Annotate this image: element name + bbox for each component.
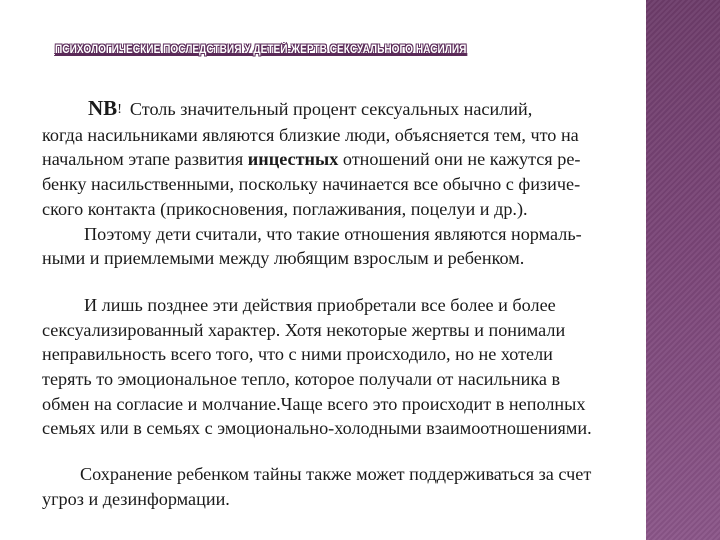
paragraph-2-line-5: обмен на согласие и молчание.Чаще всего это происходит в неполных [42, 393, 586, 414]
paragraph-1-line-3 [42, 147, 652, 172]
paragraph-gap [42, 441, 652, 462]
text-run: Столь значительный процент сексуальных насилий, [129, 99, 533, 119]
paragraph-1-line-7: ными и приемлемыми между любящим взрослым и ребенком. [42, 248, 525, 269]
paragraph-1-line-2: когда насильниками являются близкие люди, объясняется тем, что на [42, 124, 579, 145]
paragraph-gap [42, 271, 652, 293]
paragraph-1-line-5: ского контакта (прикосновения, поглаживания, поцелуи и др.). [42, 198, 528, 219]
nb-label: NB [88, 96, 118, 120]
slide-title: ПСИХОЛОГИЧЕСКИЕ ПОСЛЕДСТВИЯ У ДЕТЕЙ-ЖЕРТВ СЕКСУАЛЬНОГО НАСИЛИЯ [55, 44, 467, 56]
paragraph-3-line-2: угроз и дезинформации. [42, 488, 230, 509]
paragraph-1-line-4: бенку насильственными, поскольку начинается все обычно с физиче- [42, 174, 581, 195]
paragraph-2-line-2: сексуализированный характер. Хотя некоторые жертвы и понимали [42, 319, 566, 340]
nb-mark: ! [117, 102, 122, 117]
paragraph-2-line-4: терять то эмоциональное тепло, которое получали от насильника в [42, 369, 561, 390]
slide-body [42, 96, 652, 512]
paragraph-2-line-3: неправильность всего того, что с ними происходило, но не хотели [42, 344, 553, 365]
bold-term: инцестных [247, 149, 339, 170]
text-run: начальном этапе развития [42, 149, 248, 170]
paragraph-2-line-1: И лишь позднее эти действия приобретали все более и более [84, 294, 556, 315]
paragraph-1-line-1 [42, 96, 652, 123]
decorative-side-band [643, 0, 720, 540]
paragraph-1-line-6: Поэтому дети считали, что такие отношения являются нормаль- [84, 223, 582, 244]
paragraph-3-line-1: Сохранение ребенком тайны также может поддерживаться за счет [80, 464, 592, 485]
paragraph-2-line-6: семьях или в семьях с эмоционально-холодными взаимоотношениями. [42, 418, 592, 439]
text-run: отношений они не кажутся ре- [338, 149, 581, 170]
